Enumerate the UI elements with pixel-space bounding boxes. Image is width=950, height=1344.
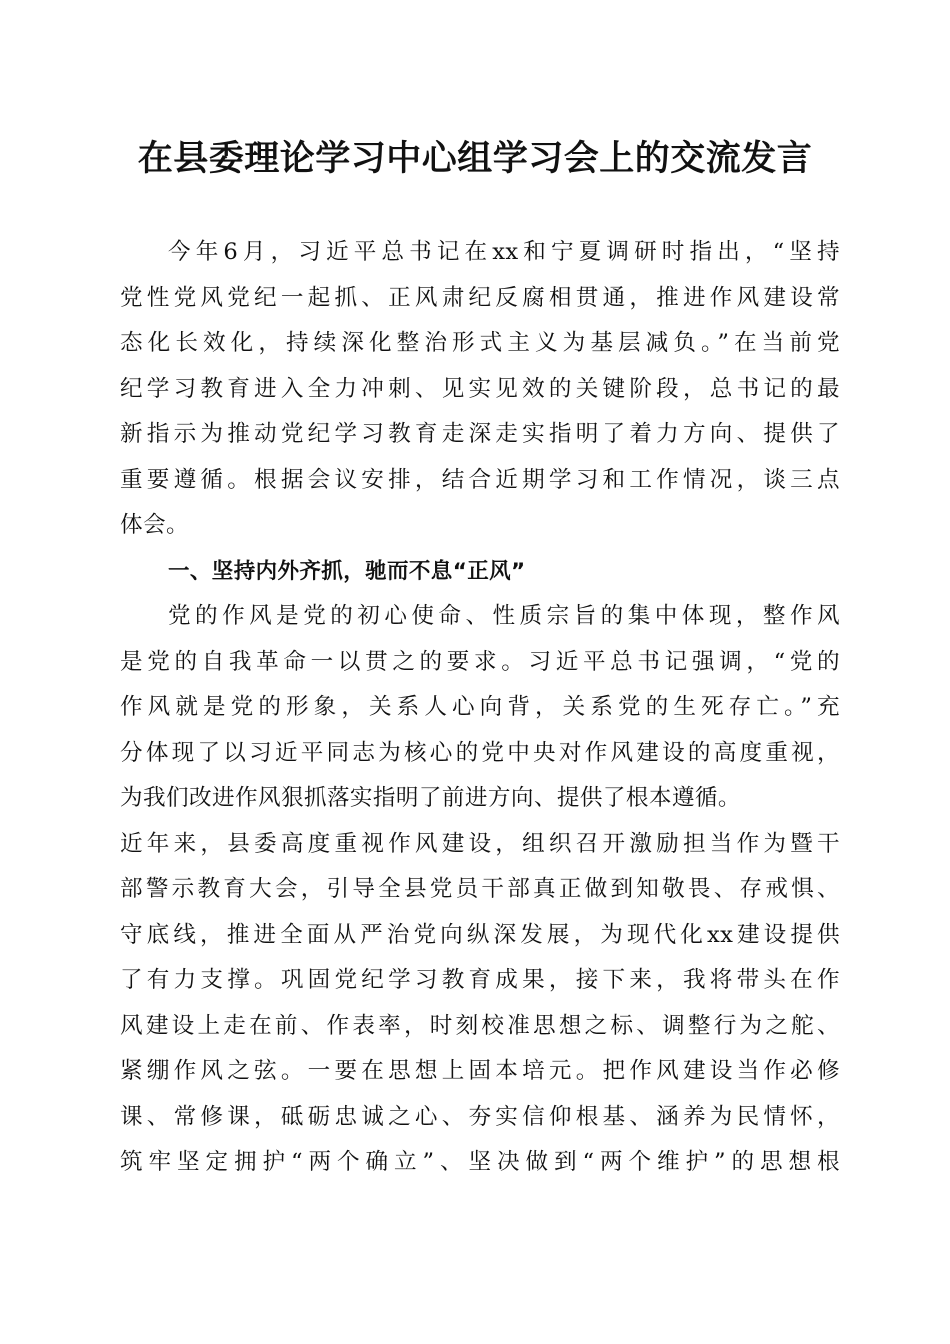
text-line: 守底线，推进全面从严治党向纵深发展，为现代化xx建设提供 (120, 921, 840, 948)
text-line: 党性党风党纪一起抓、正风肃纪反腐相贯通，推进作风建设常 (120, 284, 840, 311)
section-heading: 一、坚持内外齐抓，驰而不息“正风” (168, 558, 526, 584)
text-line: 部警示教育大会，引导全县党员干部真正做到知敬畏、存戒惧、 (120, 876, 840, 902)
text-line: 近年来，县委高度重视作风建设，组织召开激励担当作为暨干 (120, 830, 840, 857)
text-line: 筑牢坚定拥护“两个确立”、坚决做到“两个维护”的思想根 (120, 1149, 840, 1175)
text-line: 态化长效化，持续深化整治形式主义为基层减负。”在当前党 (120, 330, 840, 356)
text-line: 重要遵循。根据会议安排，结合近期学习和工作情况，谈三点 (120, 466, 840, 493)
document-body (120, 230, 840, 1186)
text-line: 了有力支撑。巩固党纪学习教育成果，接下来，我将带头在作 (120, 967, 840, 993)
text-line: 为我们改进作风狠抓落实指明了前进方向、提供了根本遵循。 (120, 785, 741, 811)
text-line: 作风就是党的形象，关系人心向背，关系党的生死存亡。”充 (120, 694, 840, 720)
text-line: 紧绷作风之弦。一要在思想上固本培元。把作风建设当作必修 (120, 1058, 840, 1084)
text-line: 新指示为推动党纪学习教育走深走实指明了着力方向、提供了 (120, 421, 840, 447)
text-line: 今年6月，习近平总书记在xx和宁夏调研时指出，“坚持 (168, 239, 840, 265)
text-line: 分体现了以习近平同志为核心的党中央对作风建设的高度重视， (120, 739, 840, 766)
text-line: 风建设上走在前、作表率，时刻校准思想之标、调整行为之舵、 (120, 1012, 840, 1039)
text-line: 是党的自我革命一以贯之的要求。习近平总书记强调，“党的 (120, 648, 840, 675)
text-line: 纪学习教育进入全力冲刺、见实见效的关键阶段，总书记的最 (120, 375, 840, 402)
text-line: 课、常修课，砥砺忠诚之心、夯实信仰根基、涵养为民情怀， (120, 1103, 840, 1130)
text-line: 党的作风是党的初心使命、性质宗旨的集中体现，整作风 (168, 603, 840, 629)
document-title: 在县委理论学习中心组学习会上的交流发言 (137, 138, 813, 179)
text-line: 体会。 (120, 512, 189, 538)
